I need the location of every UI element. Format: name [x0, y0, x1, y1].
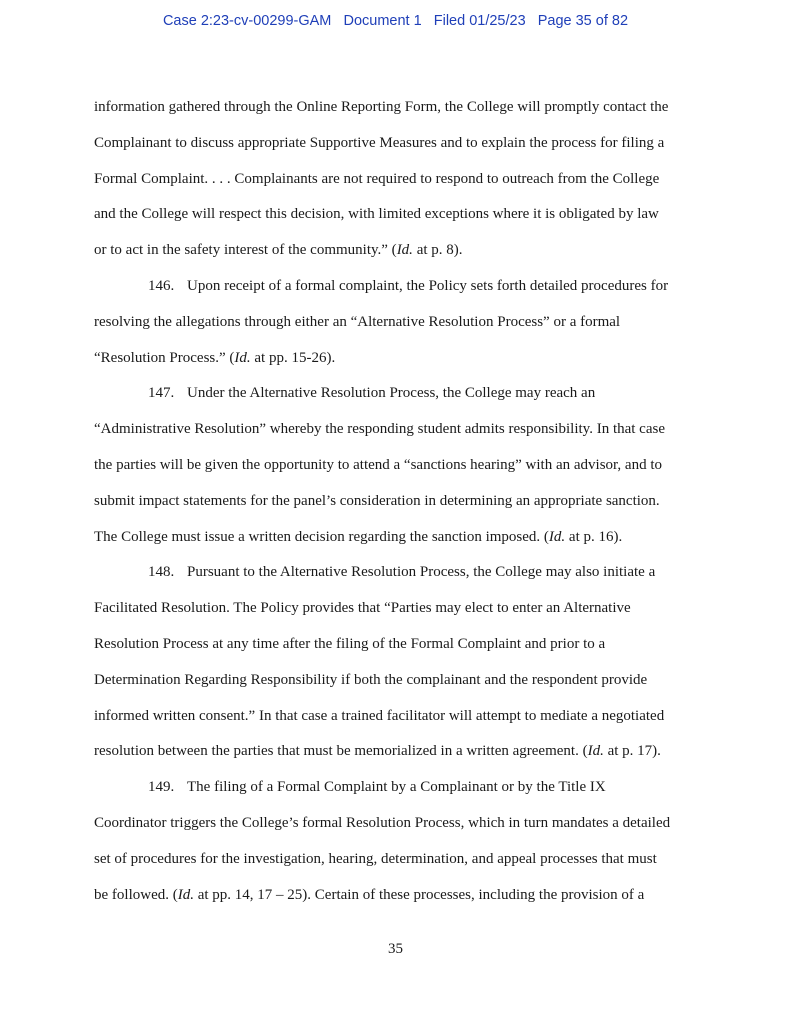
line-text: Coordinator triggers the College’s formal Resolution Process, which in turn mandates a detailed [94, 814, 671, 831]
text-line [94, 162, 694, 198]
paragraph [94, 269, 694, 376]
page-number: 35 [388, 941, 403, 957]
paragraph [94, 376, 694, 555]
line-text: The filing of a Formal Complaint by a Complainant or by the Title IX [187, 779, 606, 796]
line-text: Pursuant to the Alternative Resolution Process, the College may also initiate a [187, 564, 656, 581]
case-header: Case 2:23-cv-00299-GAM Document 1 Filed 01/25/23 Page 35 of 82 [162, 13, 629, 29]
line-text: Formal Complaint. . . . Complainants are not required to respond to outreach from the College [94, 170, 660, 187]
line-text: “Resolution Process.” (Id. at pp. 15-26). [94, 349, 336, 366]
text-line [94, 555, 694, 591]
line-text: Under the Alternative Resolution Process, the College may reach an [187, 385, 596, 402]
text-line [94, 305, 694, 341]
paragraph-number: 146. [148, 277, 175, 294]
text-line [94, 734, 694, 770]
paragraph [94, 555, 694, 770]
line-text: Upon receipt of a formal complaint, the Policy sets forth detailed procedures for [187, 277, 669, 294]
line-text: be followed. (Id. at pp. 14, 17 – 25). Certain of these processes, including the provision of a [94, 886, 645, 903]
line-text: set of procedures for the investigation, hearing, determination, and appeal processes that must [94, 850, 657, 867]
text-line [94, 520, 694, 556]
paragraph-number: 148. [148, 564, 175, 581]
line-text: Facilitated Resolution. The Policy provides that “Parties may elect to enter an Alternative [94, 600, 631, 617]
line-text: Resolution Process at any time after the filing of the Formal Complaint and prior to a [94, 635, 606, 652]
paragraph [94, 90, 694, 269]
line-text: The College must issue a written decision regarding the sanction imposed. (Id. at p. 16). [94, 528, 623, 545]
text-line [94, 878, 694, 914]
text-line [94, 269, 694, 305]
line-text: “Administrative Resolution” whereby the responding student admits responsibility. In that case [94, 421, 665, 438]
line-text: or to act in the safety interest of the community.” (Id. at p. 8). [94, 242, 463, 259]
text-line [94, 448, 694, 484]
text-line [94, 806, 694, 842]
text-line [94, 341, 694, 377]
line-text: resolving the allegations through either an “Alternative Resolution Process” or a formal [94, 313, 621, 330]
text-line [94, 233, 694, 269]
paragraph [94, 770, 694, 913]
text-line [94, 770, 694, 806]
text-line [94, 376, 694, 412]
line-text: informed written consent.” In that case a trained facilitator will attempt to mediate a negotiated [94, 707, 665, 724]
line-text: the parties will be given the opportunity to attend a “sanctions hearing” with an advisor, and to [94, 456, 663, 473]
text-line [94, 591, 694, 627]
text-line [94, 412, 694, 448]
paragraph-number: 149. [148, 779, 175, 796]
text-line [94, 842, 694, 878]
text-line [94, 627, 694, 663]
line-text: information gathered through the Online Reporting Form, the College will promptly contact the [94, 99, 669, 115]
document-body [94, 90, 694, 913]
text-line [94, 90, 694, 126]
paragraph-container [94, 90, 694, 913]
line-text: Complainant to discuss appropriate Supportive Measures and to explain the process for filing a [94, 134, 665, 151]
paragraph-number: 147. [148, 385, 175, 402]
text-line [94, 126, 694, 162]
text-line [94, 197, 694, 233]
line-text: resolution between the parties that must be memorialized in a written agreement. (Id. at p. 17). [94, 743, 661, 760]
line-text: submit impact statements for the panel’s consideration in determining an appropriate sanction. [94, 492, 660, 509]
line-text: Determination Regarding Responsibility if both the complainant and the respondent provide [94, 671, 648, 688]
text-line [94, 484, 694, 520]
text-line [94, 663, 694, 699]
line-text: and the College will respect this decision, with limited exceptions where it is obligated by law [94, 206, 659, 223]
text-line [94, 699, 694, 735]
